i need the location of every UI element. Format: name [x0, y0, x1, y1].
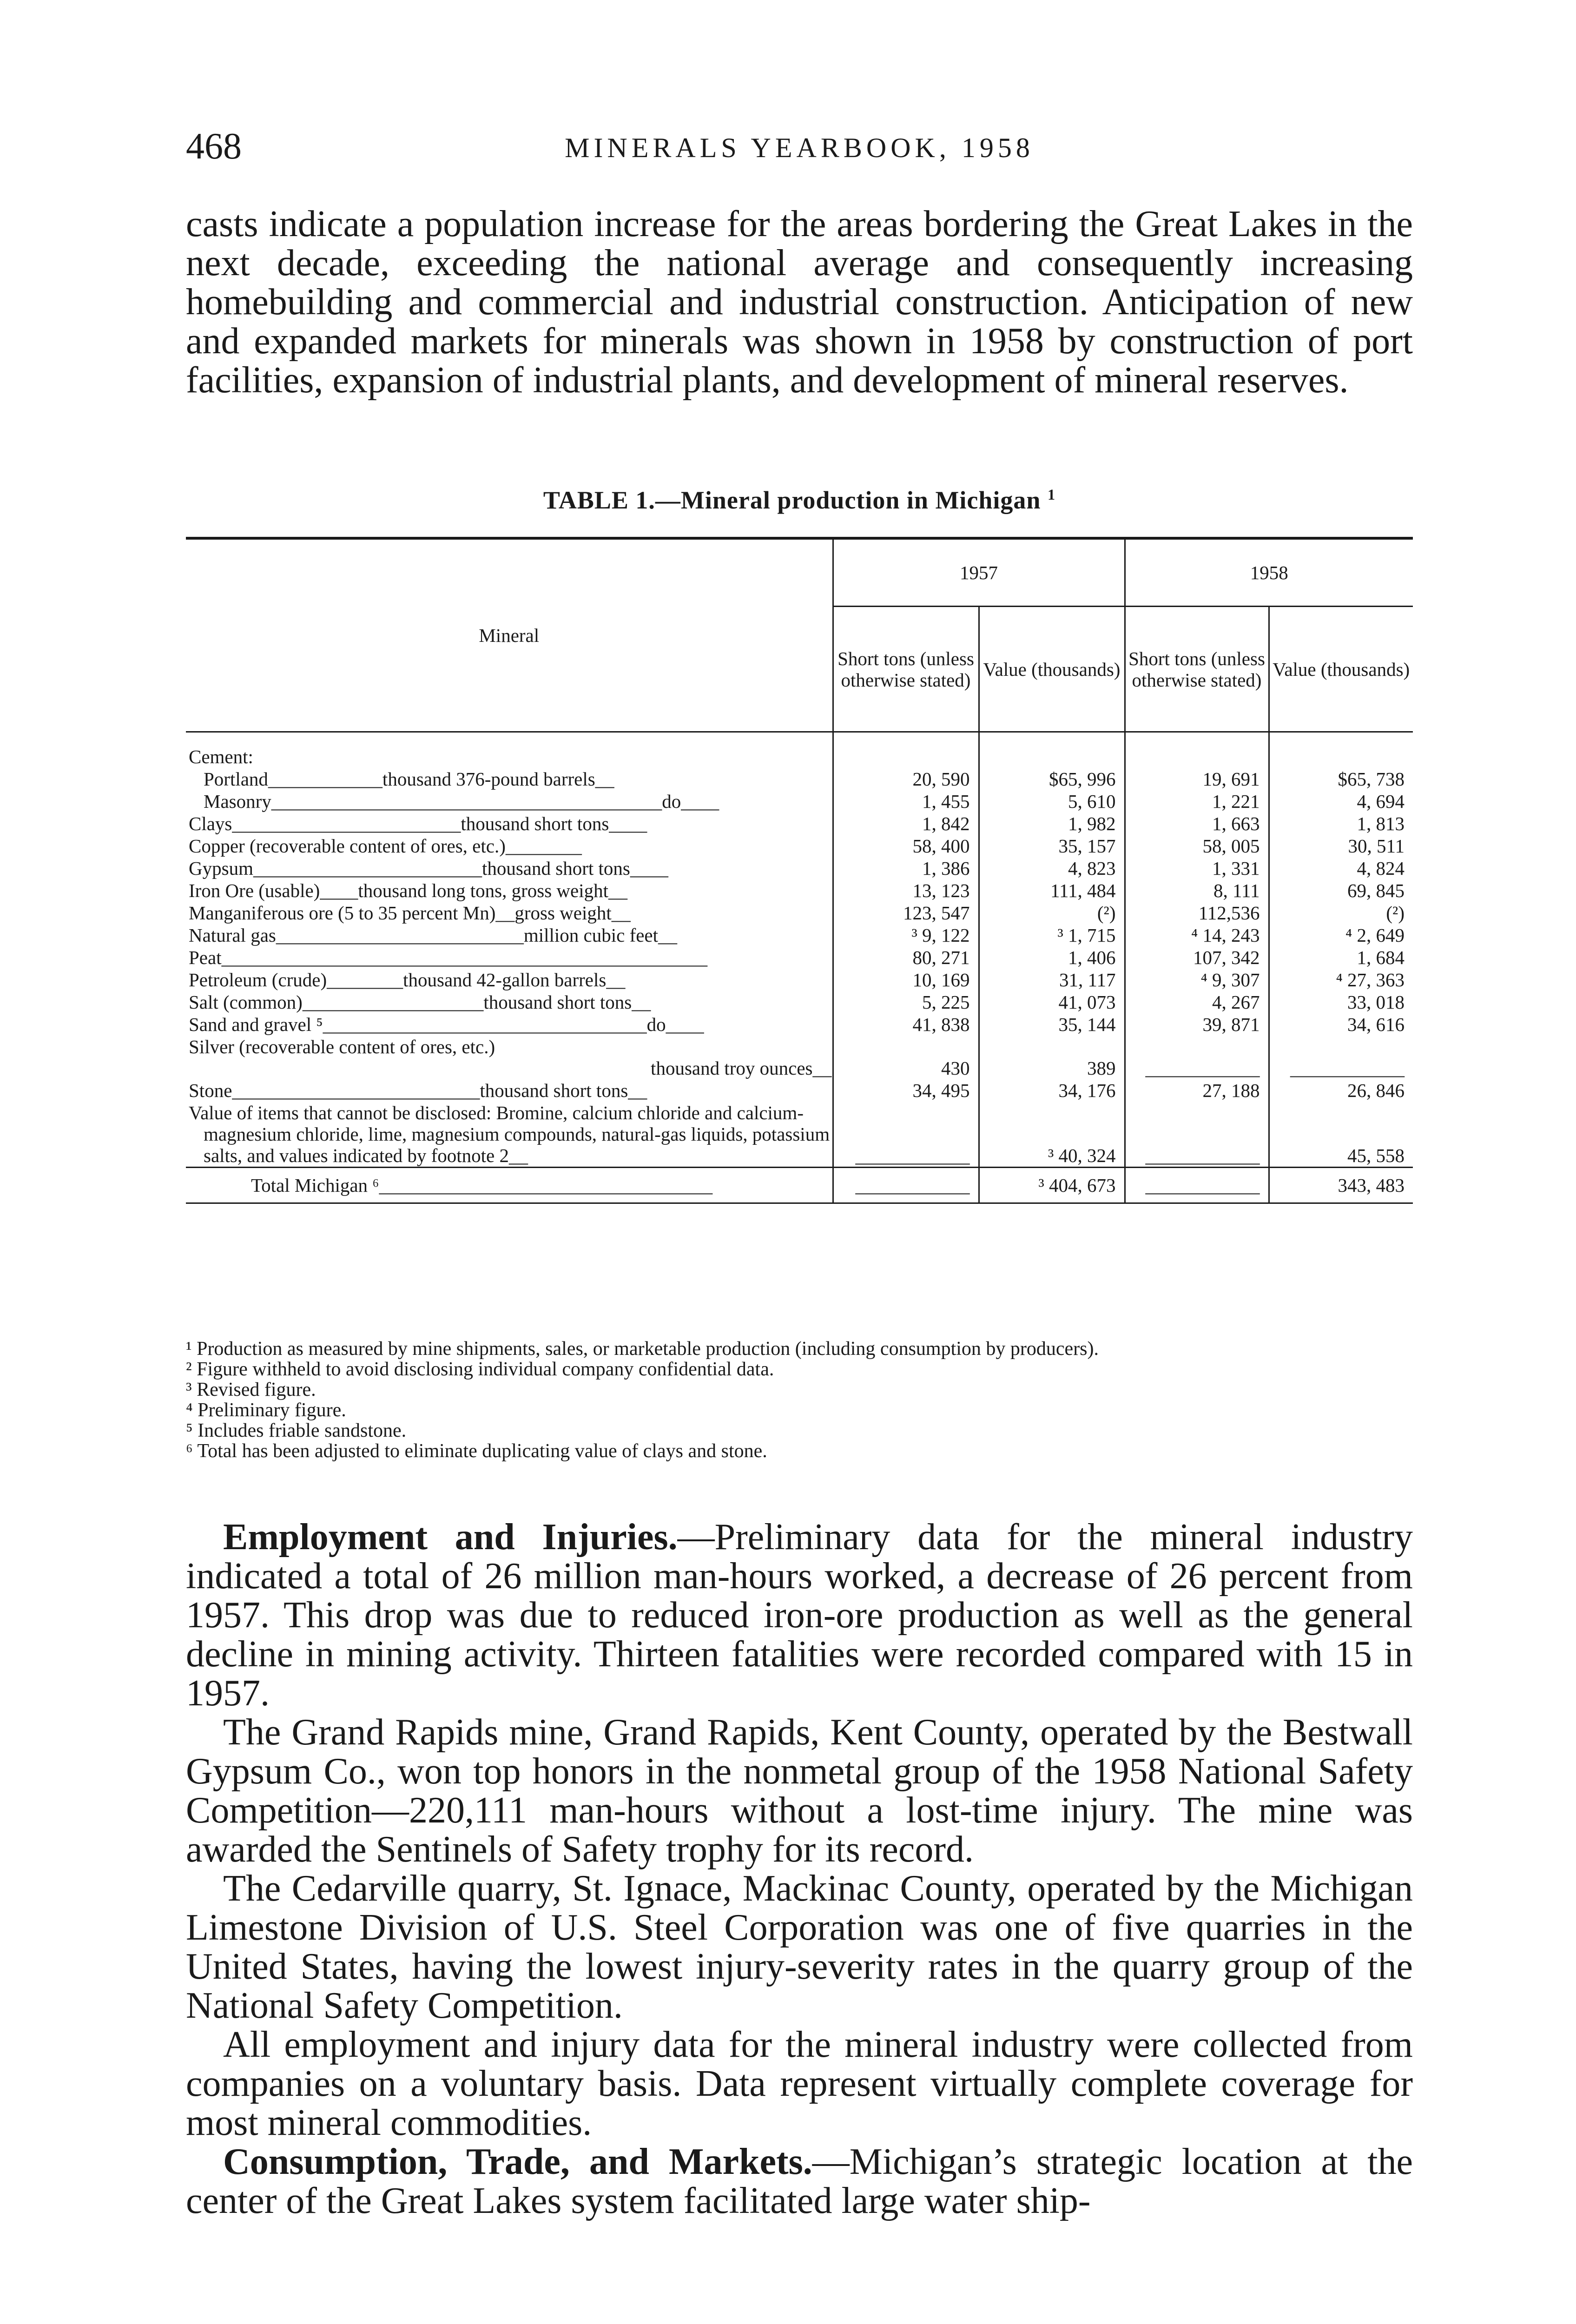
cell-value-1958: $65, 738	[1269, 768, 1413, 790]
row-label: Natural gas__________________________million cubic feet__	[189, 924, 678, 946]
cell-quantity-1957: 430	[833, 1036, 979, 1079]
cell-quantity-1957: 34, 495	[833, 1079, 979, 1102]
cell-value-1957: 1, 406	[979, 946, 1125, 969]
cell-value-1957: 5, 610	[979, 790, 1125, 812]
row-label: Total Michigan ⁶___________________________________	[186, 1168, 833, 1203]
value-1957-header: Value (thousands)	[979, 607, 1125, 732]
mineral-column-header: Mineral	[186, 538, 833, 732]
row-label: Masonry_________________________________________do____	[204, 791, 719, 812]
cell-value-1958: ____________	[1269, 1036, 1413, 1079]
table-row-undisclosed	[186, 1102, 1413, 1168]
table-row	[186, 924, 1413, 946]
intro-paragraph: casts indicate a population increase for the areas bordering the Great Lakes in the next decade, exceeding the national average and consequently increasing homebuilding and commercial and industrial construction. Anticipation of new and expanded markets for minerals was shown in 1958 by construction of port facilities, expansion of industrial plants, and development of mineral reserves.	[186, 204, 1413, 401]
cell-quantity-1958: 4, 267	[1125, 991, 1269, 1013]
footnote: ⁴ Preliminary figure.	[186, 1400, 346, 1421]
table-row	[186, 835, 1413, 857]
table-row	[186, 946, 1413, 969]
row-label: Manganiferous ore (5 to 35 percent Mn)__gross weight__	[189, 902, 631, 924]
quantity-1958-header: Short tons (unless otherwise stated)	[1125, 607, 1269, 732]
cell-value-1958: ⁴ 27, 363	[1269, 969, 1413, 991]
consumption-paragraph	[186, 2142, 1413, 2220]
cell-value-1958: (²)	[1269, 902, 1413, 924]
cell-value-1958: 343, 483	[1269, 1168, 1413, 1203]
cell-quantity-1957: 13, 123	[833, 879, 979, 902]
cell-quantity-1957: ____________	[833, 1168, 979, 1203]
row-label: Value of items that cannot be disclosed: Bromine, calcium chloride and calcium-magnesium chloride, lime, magnesium compounds, natural-gas liquids, potassium salts, and values indicated by footnote 2__	[189, 1102, 830, 1166]
cell-quantity-1957: 1, 386	[833, 857, 979, 879]
employment-heading: Employment and Injuries.	[223, 1517, 678, 1558]
cell-quantity-1958: 8, 111	[1125, 879, 1269, 902]
cell-value-1957: ³ 404, 673	[979, 1168, 1125, 1203]
cell-value-1958: 69, 845	[1269, 879, 1413, 902]
footnote: ¹ Production as measured by mine shipments, sales, or marketable production (including consumption by producers).	[186, 1338, 1099, 1360]
cell-quantity-1957: 80, 271	[833, 946, 979, 969]
cell-value-1958: 34, 616	[1269, 1013, 1413, 1036]
table-row	[186, 1013, 1413, 1036]
cell-quantity-1958: ⁴ 14, 243	[1125, 924, 1269, 946]
cell-quantity-1958: 1, 331	[1125, 857, 1269, 879]
cell-quantity-1958: 1, 663	[1125, 812, 1269, 835]
running-head	[186, 125, 1413, 167]
cell-value-1957: 35, 144	[979, 1013, 1125, 1036]
value-1958-header: Value (thousands)	[1269, 607, 1413, 732]
cell-quantity-1957: ____________	[833, 1102, 979, 1168]
table-title-text: TABLE 1.—Mineral production in Michigan	[543, 486, 1041, 514]
cell-quantity-1958: 112,536	[1125, 902, 1269, 924]
employment-section	[186, 1518, 1413, 2220]
mineral-production-table	[186, 537, 1413, 1204]
running-title: MINERALS YEARBOOK, 1958	[565, 132, 1034, 163]
cell-value-1958: 33, 018	[1269, 991, 1413, 1013]
cell-quantity-1958: ____________	[1125, 1102, 1269, 1168]
table-row	[186, 879, 1413, 902]
cell-value-1958: 4, 824	[1269, 857, 1413, 879]
cell-quantity-1957: ³ 9, 122	[833, 924, 979, 946]
year-1957-header: 1957	[833, 538, 1125, 607]
table-row-cement	[186, 746, 1413, 768]
cell-value-1957: $65, 996	[979, 768, 1125, 790]
cell-value-1958: 45, 558	[1269, 1102, 1413, 1168]
table-row	[186, 790, 1413, 812]
table-body	[186, 732, 1413, 1203]
cell-quantity-1958: ____________	[1125, 1168, 1269, 1203]
cell-quantity-1957: 10, 169	[833, 969, 979, 991]
employment-paragraph	[186, 1518, 1413, 1713]
row-label: Stone__________________________thousand short tons__	[189, 1080, 647, 1101]
year-1958-header: 1958	[1125, 538, 1413, 607]
cell-value-1957: 4, 823	[979, 857, 1125, 879]
cell-quantity-1958: 107, 342	[1125, 946, 1269, 969]
cell-value-1957: 1, 982	[979, 812, 1125, 835]
footnote: ⁶ Total has been adjusted to eliminate duplicating value of clays and stone.	[186, 1440, 767, 1462]
grand-rapids-paragraph: The Grand Rapids mine, Grand Rapids, Kent County, operated by the Bestwall Gypsum Co., won top honors in the nonmetal group of the 1958 National Safety Competition—220,111 man-hours without a lost-time injury. The mine was awarded the Sentinels of Safety trophy for its record.	[186, 1712, 1413, 1870]
employment-text: —Preliminary data for the mineral industry indicated a total of 26 million man-hours worked, a decrease of 26 percent from 1957. This drop was due to reduced iron-ore production as well as the general decline in mining activity. Thirteen fatalities were recorded compared with 15 in 1957.	[186, 1517, 1413, 1714]
footnote: ² Figure withheld to avoid disclosing individual company confidential data.	[186, 1359, 774, 1380]
cell-quantity-1958: 27, 188	[1125, 1079, 1269, 1102]
row-label: Iron Ore (usable)____thousand long tons, gross weight__	[189, 880, 628, 901]
table-footnotes	[186, 1339, 1413, 1461]
row-label: Clays________________________thousand short tons____	[189, 813, 647, 834]
row-label: Copper (recoverable content of ores, etc.)________	[189, 835, 582, 857]
cell-quantity-1957: 58, 400	[833, 835, 979, 857]
row-label: Portland____________thousand 376-pound barrels__	[204, 768, 614, 790]
row-label: Gypsum________________________thousand short tons____	[189, 858, 668, 879]
row-label: Petroleum (crude)________thousand 42-gallon barrels__	[189, 969, 626, 990]
footnote: ⁵ Includes friable sandstone.	[186, 1420, 407, 1441]
cell-value-1957: 41, 073	[979, 991, 1125, 1013]
cell-value-1957: 35, 157	[979, 835, 1125, 857]
cell-quantity-1957: 1, 842	[833, 812, 979, 835]
cedarville-paragraph: The Cedarville quarry, St. Ignace, Mackinac County, operated by the Michigan Limestone Division of U.S. Steel Corporation was one of five quarries in the United States, having the lowest injury-severity rates in the quarry group of the National Safety Competition.	[186, 1868, 1413, 2026]
row-label: Sand and gravel ⁵__________________________________do____	[189, 1014, 704, 1035]
cell-value-1957: ³ 40, 324	[979, 1102, 1125, 1168]
table-row-stone	[186, 1079, 1413, 1102]
all-employment-paragraph: All employment and injury data for the mineral industry were collected from companies on a voluntary basis. Data represent virtually complete coverage for most mineral commodities.	[186, 2024, 1413, 2143]
cell-quantity-1958: 58, 005	[1125, 835, 1269, 857]
cell-quantity-1957: 5, 225	[833, 991, 979, 1013]
row-label: Salt (common)___________________thousand short tons__	[189, 991, 651, 1013]
cell-quantity-1957: 123, 547	[833, 902, 979, 924]
intro-section	[186, 205, 1413, 400]
cell-value-1958: 4, 694	[1269, 790, 1413, 812]
cell-quantity-1958: 39, 871	[1125, 1013, 1269, 1036]
cell-quantity-1958: ____________	[1125, 1036, 1269, 1079]
row-label: Peat___________________________________________________	[189, 947, 708, 968]
consumption-text: —Michigan’s strategic location at the center of the Great Lakes system facilitated large water ship-	[186, 2141, 1413, 2221]
row-label-unit: thousand troy ounces__	[651, 1057, 832, 1079]
cell-value-1958: ⁴ 2, 649	[1269, 924, 1413, 946]
table-row	[186, 812, 1413, 835]
table-title-note: 1	[1047, 487, 1056, 503]
table-title	[186, 486, 1413, 515]
cell-quantity-1958: 1, 221	[1125, 790, 1269, 812]
quantity-1957-header: Short tons (unless otherwise stated)	[833, 607, 979, 732]
row-label: Silver (recoverable content of ores, etc.)	[189, 1036, 495, 1057]
table-row	[186, 991, 1413, 1013]
footnote: ³ Revised figure.	[186, 1379, 316, 1400]
table-row	[186, 857, 1413, 879]
cell-value-1957: ³ 1, 715	[979, 924, 1125, 946]
page-number: 468	[186, 126, 242, 167]
cell-value-1958: 26, 846	[1269, 1079, 1413, 1102]
row-label: Cement:	[189, 746, 253, 767]
cell-value-1958: 30, 511	[1269, 835, 1413, 857]
table-row	[186, 969, 1413, 991]
cell-quantity-1958: 19, 691	[1125, 768, 1269, 790]
table-row	[186, 768, 1413, 790]
cell-quantity-1958: ⁴ 9, 307	[1125, 969, 1269, 991]
table-row-total	[186, 1168, 1413, 1203]
cell-value-1957: 31, 117	[979, 969, 1125, 991]
cell-quantity-1957: 20, 590	[833, 768, 979, 790]
cell-quantity-1957: 1, 455	[833, 790, 979, 812]
cell-value-1958: 1, 684	[1269, 946, 1413, 969]
cell-value-1957: (²)	[979, 902, 1125, 924]
cell-value-1958: 1, 813	[1269, 812, 1413, 835]
cell-value-1957: 389	[979, 1036, 1125, 1079]
cell-value-1957: 34, 176	[979, 1079, 1125, 1102]
consumption-heading: Consumption, Trade, and Markets.	[223, 2141, 812, 2182]
table-row-silver	[186, 1036, 1413, 1079]
cell-quantity-1957: 41, 838	[833, 1013, 979, 1036]
table-row	[186, 902, 1413, 924]
cell-value-1957: 111, 484	[979, 879, 1125, 902]
